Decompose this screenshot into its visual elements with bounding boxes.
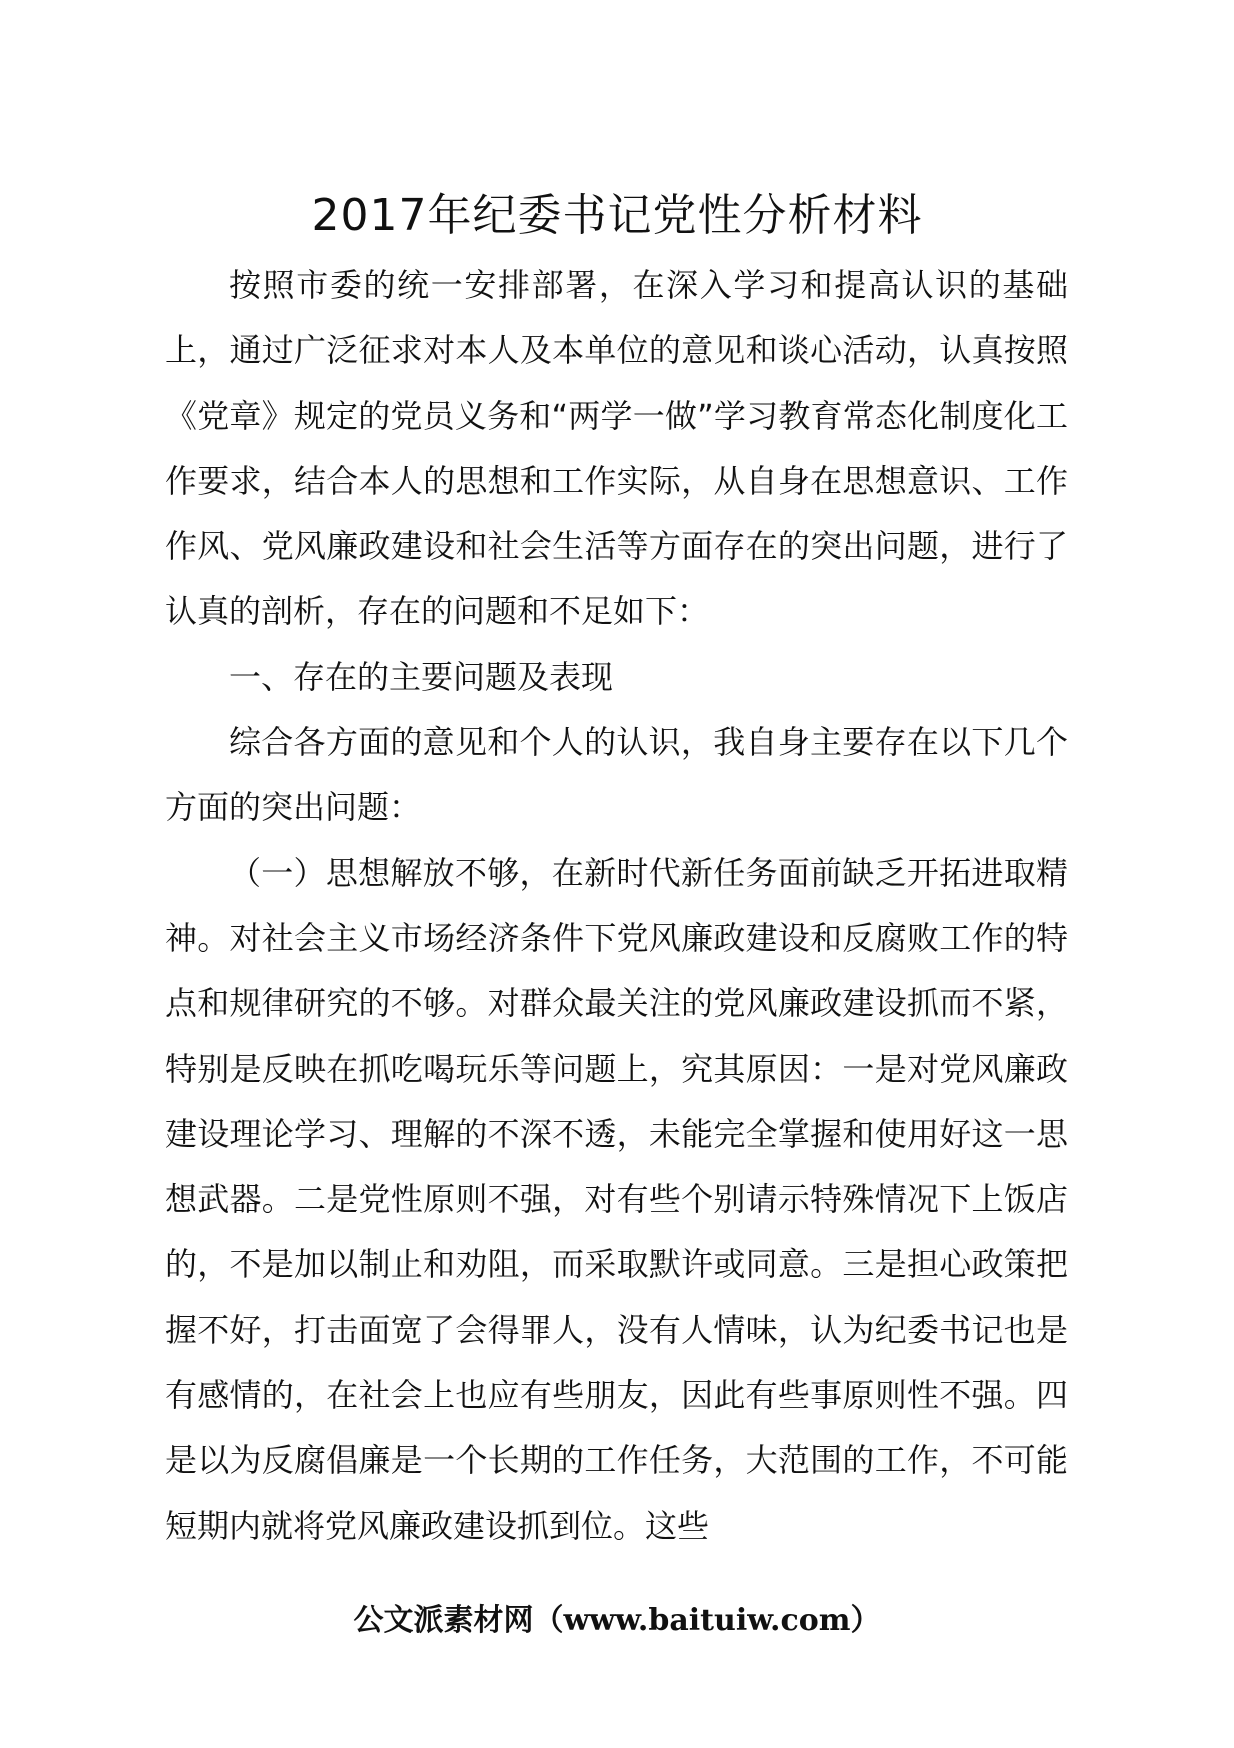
summary-paragraph: 综合各方面的意见和个人的认识，我自身主要存在以下几个方面的突出问题：	[165, 723, 1068, 827]
section-heading: 一、存在的主要问题及表现	[229, 657, 614, 696]
source-footer: 公文派素材网（www.baituiw.com）	[353, 1603, 881, 1638]
document-body	[165, 253, 1068, 1559]
intro-paragraph: 按照市委的统一安排部署，在深入学习和提高认识的基础上，通过广泛征求对本人及本单位的意见和谈心活动，认真按照《党章》规定的党员义务和“两学一做”学习教育常态化制度化工作要求，结合本人的思想和工作实际，从自身在思想意识、工作作风、党风廉政建设和社会生活等方面存在的突出问题，进行了认真的剖析，存在的问题和不足如下：	[165, 266, 1068, 631]
problem-paragraph: （一）思想解放不够，在新时代新任务面前缺乏开拓进取精神。对社会主义市场经济条件下党风廉政建设和反腐败工作的特点和规律研究的不够。对群众最关注的党风廉政建设抓而不紧，特别是反映在抓吃喝玩乐等问题上，究其原因：一是对党风廉政建设理论学习、理解的不深不透，未能完全掌握和使用好这一思想武器。二是党性原则不强，对有些个别请示特殊情况下上饭店的，不是加以制止和劝阻，而采取默许或同意。三是担心政策把握不好，打击面宽了会得罪人，没有人情味，认为纪委书记也是有感情的，在社会上也应有些朋友，因此有些事原则性不强。四是以为反腐倡廉是一个长期的工作任务，大范围的工作，不可能短期内就将党风廉政建设抓到位。这些	[165, 853, 1068, 1545]
document-title: 2017年纪委书记党性分析材料	[311, 190, 923, 241]
